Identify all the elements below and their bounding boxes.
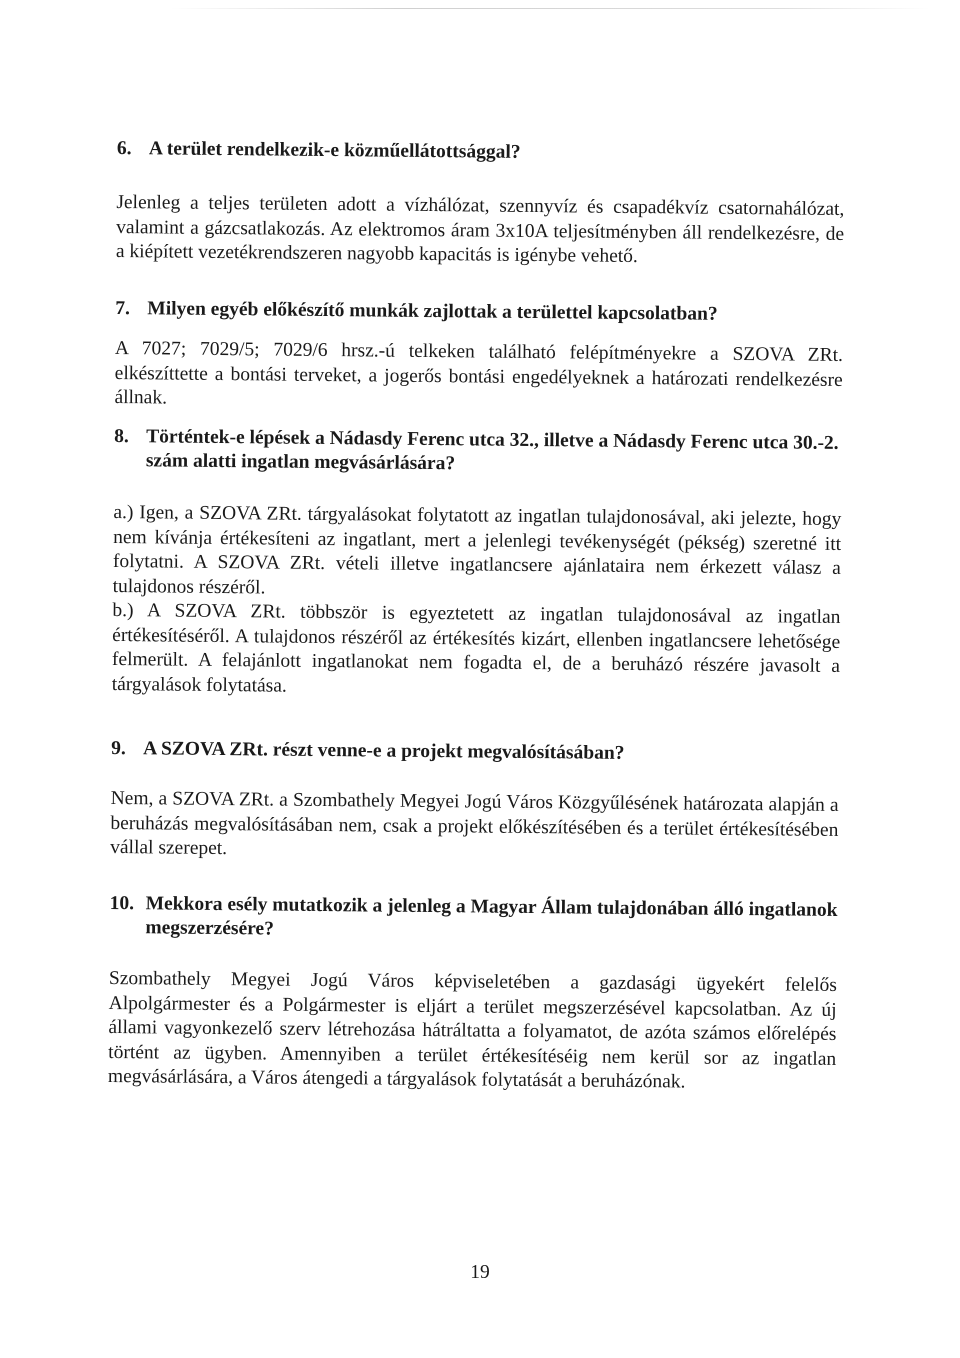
answer-paragraph: a.) Igen, a SZOVA ZRt. tárgyalásokat folytatott az ingatlan tulajdonosával, aki jelezte, hogy nem kívánja értékesíteni az ingatlant, mert a jelenlegi tevékenységét (pékség) szeretné itt folytatni. A SZOVA ZRt. vételi illetve ingatlancsere ajánlataira nem érkezett válasz a tulajdonos részéről. bbox=[112, 501, 842, 598]
section-8-answer-b bbox=[112, 599, 841, 704]
section-10 bbox=[109, 892, 837, 947]
question-number: 6. bbox=[116, 137, 132, 160]
question-heading bbox=[111, 737, 839, 768]
section-10-answer bbox=[108, 967, 837, 1096]
question-text: Mekkora esély mutatkozik a jelenleg a Magyar Állam tulajdonában álló ingatlanok megszerzésére? bbox=[145, 893, 838, 940]
question-number: 8. bbox=[114, 425, 129, 448]
question-text: Történtek-e lépések a Nádasdy Ferenc utca 32., illetve a Nádasdy Ferenc utca 30.-2. szám alatti ingatlan megvásárlására? bbox=[145, 426, 839, 475]
question-heading bbox=[117, 137, 845, 168]
section-8-answer-a bbox=[113, 501, 842, 606]
question-text: Milyen egyéb előkészítő munkák zajlottak a területtel kapcsolatban? bbox=[147, 298, 718, 325]
question-number: 9. bbox=[111, 737, 126, 760]
section-8 bbox=[114, 425, 842, 480]
section-7-answer bbox=[114, 337, 843, 417]
question-text: A SZOVA ZRt. részt venne-e a projekt megvalósításában? bbox=[143, 738, 625, 764]
answer-paragraph: Szombathely Megyei Jogú Város képviseletében a gazdasági ügyekért felelős Alpolgármester és a Polgármester is eljárt a terület megszerzésével kapcsolatban. Az új állami vagyonkezelő szerv létrehozása hátráltatta a folyamatot, de azóta számos előrelépés történt az ügyben. Amennyiben a terület értékesítéséig nem kerül sor az ingatlan megvásárlására, a Város átengedi a tárgyalások folytatását a beruházónak. bbox=[107, 967, 837, 1093]
document-page bbox=[107, 137, 845, 1093]
question-heading bbox=[115, 297, 843, 328]
section-9-answer bbox=[110, 787, 839, 867]
section-6 bbox=[117, 137, 845, 168]
question-heading bbox=[114, 425, 842, 480]
question-number: 10. bbox=[109, 892, 135, 915]
question-text: A terület rendelkezik-e közműellátottsággal? bbox=[148, 138, 521, 163]
section-6-answer bbox=[116, 191, 845, 271]
question-number: 7. bbox=[115, 297, 131, 320]
section-9 bbox=[111, 737, 839, 768]
scan-artifact-line bbox=[170, 8, 930, 9]
answer-paragraph: b.) A SZOVA ZRt. többször is egyeztetett az ingatlan tulajdonosával az ingatlan értékesítéséről. A tulajdonos részéről az értékesítés kizárt, ellenben ingatlancsere lehetősége felmerült. A felajánlott ingatlanokat nem fogadta el, de a beruházó részére javasolt a tárgyalások folytatása. bbox=[111, 599, 841, 697]
answer-paragraph: Nem, a SZOVA ZRt. a Szombathely Megyei Jogú Város Közgyűlésének határozata alapján a beruházás megvalósításában nem, csak a projekt előkészítésében és a terület értékesítésében vállal szerepet. bbox=[110, 787, 839, 860]
section-7 bbox=[115, 297, 843, 328]
question-heading bbox=[109, 892, 837, 947]
page-number: 19 bbox=[470, 1262, 490, 1283]
answer-paragraph: Jelenleg a teljes területen adott a vízhálózat, szennyvíz és csapadékvíz csatornahálózat, valamint a gázcsatlakozás. Az elektromos áram 3x10A teljesítményben áll rendelkezésre, de a kiépített vezetékrendszeren nagyobb kapacitás is igénybe vehető. bbox=[115, 191, 845, 268]
answer-paragraph: A 7027; 7029/5; 7029/6 hrsz.-ú telkeken található felépítményekre a SZOVA ZRt. elkészíttette a bontási terveket, a jogerős bontási engedélyeknek a határozati rendelkezésre állnak. bbox=[114, 337, 844, 409]
